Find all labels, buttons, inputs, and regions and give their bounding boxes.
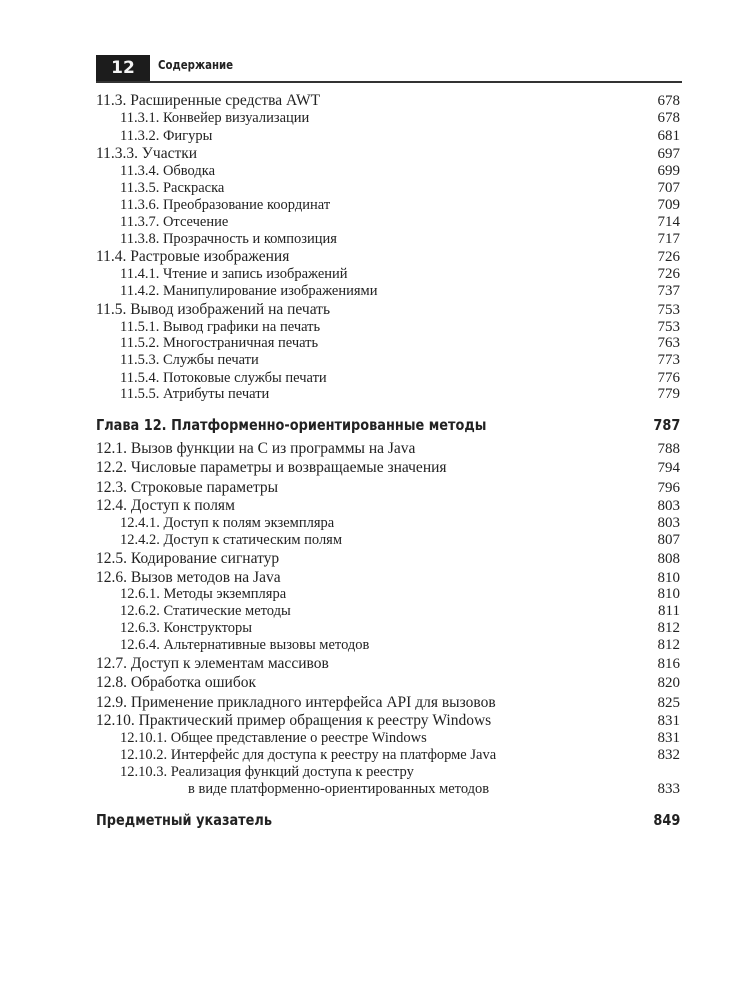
toc-entry-title: 12.6.3. Конструкторы <box>120 620 252 636</box>
toc-entry <box>96 459 680 477</box>
toc-entry <box>96 674 680 692</box>
toc-entry-title: 11.3.6. Преобразование координат <box>120 197 331 213</box>
toc-entry-page: 678 <box>657 93 680 109</box>
toc-entry-page: 812 <box>657 637 680 653</box>
toc-entry-title: 11.3.4. Обводка <box>120 163 216 179</box>
toc-entry-title: 12.8. Обработка ошибок <box>96 674 256 691</box>
toc-entry-page: 753 <box>657 319 680 335</box>
toc-entry-page: 726 <box>657 266 680 282</box>
toc-entry <box>96 127 680 145</box>
toc-entry-title: 12.9. Применение прикладного интерфейса API для вызовов <box>96 694 496 711</box>
toc-entry-title: Предметный указатель <box>96 811 272 829</box>
toc-entry-title: 12.4. Доступ к полям <box>96 497 235 514</box>
toc-entry-page: 697 <box>657 146 680 162</box>
toc-entry-page: 788 <box>657 441 680 457</box>
toc-entry <box>96 531 680 549</box>
toc-entry-page: 833 <box>657 781 680 797</box>
toc-entry-title: 11.4. Растровые изображения <box>96 248 290 265</box>
toc-entry-page: 709 <box>657 197 680 213</box>
toc-entry-title: 12.3. Строковые параметры <box>96 479 279 496</box>
toc-entry <box>96 179 680 197</box>
toc-entry-page: 763 <box>657 335 680 351</box>
toc-entry-page: 796 <box>657 480 680 496</box>
toc-entry <box>96 585 680 603</box>
toc-entry-page: 776 <box>657 370 680 386</box>
toc-entry-page: 810 <box>657 570 680 586</box>
toc-entry-title: 12.5. Кодирование сигнатур <box>96 550 280 567</box>
toc-entry-title: 11.3.3. Участки <box>96 145 198 162</box>
toc-entry <box>96 351 680 369</box>
toc-entry <box>96 655 680 673</box>
toc-entry-page: 779 <box>657 386 680 402</box>
toc-entry-title: в виде платформенно-ориентированных методов <box>188 781 490 797</box>
toc-entry-page: 831 <box>657 713 680 729</box>
toc-entry-title: 12.4.2. Доступ к статическим полям <box>120 532 343 548</box>
toc-entry-title: 11.5.2. Многостраничная печать <box>120 335 319 351</box>
toc-entry-title: 12.6.2. Статические методы <box>120 603 291 619</box>
toc-entry <box>96 282 680 300</box>
toc-entry-page: 794 <box>657 460 680 476</box>
toc-entry <box>96 248 680 266</box>
toc-entry-title: 11.3.5. Раскраска <box>120 180 225 196</box>
toc-entry-title: 12.2. Числовые параметры и возвращаемые значения <box>96 459 447 476</box>
toc-entry-title: 12.10.2. Интерфейс для доступа к реестру на платформе Java <box>120 747 497 763</box>
toc-entry-page: 820 <box>657 675 680 691</box>
toc-entry-page: 811 <box>658 603 680 619</box>
toc-entry <box>96 196 680 214</box>
toc-entry <box>96 265 680 283</box>
running-header-title: Содержание <box>158 58 234 72</box>
toc-entry-title: 11.3.2. Фигуры <box>120 128 213 144</box>
toc-entry-title: 12.10.3. Реализация функций доступа к реестру <box>120 764 414 780</box>
toc-entry <box>96 811 680 829</box>
toc-entry <box>96 712 680 730</box>
toc-entry <box>96 746 680 764</box>
toc-entry-title: 11.3. Расширенные средства AWT <box>96 92 321 109</box>
toc-entry <box>96 479 680 497</box>
toc-entry-page: 832 <box>657 747 680 763</box>
toc-entry-page: 810 <box>657 586 680 602</box>
toc-entry <box>96 550 680 568</box>
toc-entry-page: 678 <box>657 110 680 126</box>
toc-entry <box>96 694 680 712</box>
toc-entry <box>96 440 680 458</box>
toc-entry-page: 726 <box>657 249 680 265</box>
toc-entry <box>96 780 680 798</box>
toc-entry <box>96 514 680 532</box>
toc-entry-title: Глава 12. Платформенно-ориентированные методы <box>96 416 487 434</box>
toc-entry-page: 803 <box>657 515 680 531</box>
toc-entry-title: 11.3.7. Отсечение <box>120 214 229 230</box>
toc-entry-title: 11.3.8. Прозрачность и композиция <box>120 231 337 247</box>
toc-entry-title: 11.4.1. Чтение и запись изображений <box>120 266 348 282</box>
toc-entry <box>96 416 680 434</box>
toc-entry <box>96 145 680 163</box>
toc-entry-title: 12.7. Доступ к элементам массивов <box>96 655 329 672</box>
toc-entry <box>96 763 680 781</box>
toc-entry-title: 11.4.2. Манипулирование изображениями <box>120 283 378 299</box>
toc-entry-page: 831 <box>657 730 680 746</box>
toc-entry <box>96 230 680 248</box>
toc-entry <box>96 109 680 127</box>
toc-entry <box>96 92 680 110</box>
toc-entry-page: 753 <box>657 302 680 318</box>
toc-entry-title: 12.10.1. Общее представление о реестре Windows <box>120 730 427 746</box>
toc-entry <box>96 213 680 231</box>
page-number: 12 <box>96 55 150 81</box>
toc-entry-page: 717 <box>657 231 680 247</box>
toc-entry <box>96 497 680 515</box>
toc-entry-page: 808 <box>657 551 680 567</box>
toc-entry-page: 707 <box>657 180 680 196</box>
toc-entry-page: 714 <box>657 214 680 230</box>
toc-entry-title: 12.6. Вызов методов на Java <box>96 569 281 586</box>
toc-entry-page: 699 <box>657 163 680 179</box>
toc-entry <box>96 162 680 180</box>
toc-entry-page: 825 <box>657 695 680 711</box>
toc-entry-title: 11.5.5. Атрибуты печати <box>120 386 270 402</box>
header-rule <box>96 81 682 83</box>
toc-entry-page: 803 <box>657 498 680 514</box>
toc-entry-page: 681 <box>657 128 680 144</box>
toc-entry-title: 11.3.1. Конвейер визуализации <box>120 110 310 126</box>
toc-entry-title: 12.6.4. Альтернативные вызовы методов <box>120 637 370 653</box>
toc-entry-page: 816 <box>657 656 680 672</box>
toc-entry <box>96 385 680 403</box>
toc-entry-title: 11.5. Вывод изображений на печать <box>96 301 331 318</box>
toc-entry-page: 812 <box>657 620 680 636</box>
toc-entry-title: 12.1. Вызов функции на С из программы на Java <box>96 440 416 457</box>
toc-entry-title: 12.4.1. Доступ к полям экземпляра <box>120 515 335 531</box>
toc-entry <box>96 334 680 352</box>
toc-entry-title: 11.5.3. Службы печати <box>120 352 259 368</box>
toc-entry-page: 737 <box>657 283 680 299</box>
toc-entry <box>96 729 680 747</box>
toc-entry-page: 787 <box>653 416 680 434</box>
toc-entry-title: 11.5.4. Потоковые службы печати <box>120 370 327 386</box>
toc-entry-title: 12.6.1. Методы экземпляра <box>120 586 287 602</box>
toc-entry <box>96 602 680 620</box>
toc-entry <box>96 301 680 319</box>
toc-entry-title: 11.5.1. Вывод графики на печать <box>120 319 321 335</box>
toc-entry-title: 12.10. Практический пример обращения к реестру Windows <box>96 712 492 729</box>
toc-entry <box>96 636 680 654</box>
toc-entry-page: 849 <box>653 811 680 829</box>
toc-entry <box>96 619 680 637</box>
toc-entry-page: 773 <box>657 352 680 368</box>
toc-entry-page: 807 <box>657 532 680 548</box>
